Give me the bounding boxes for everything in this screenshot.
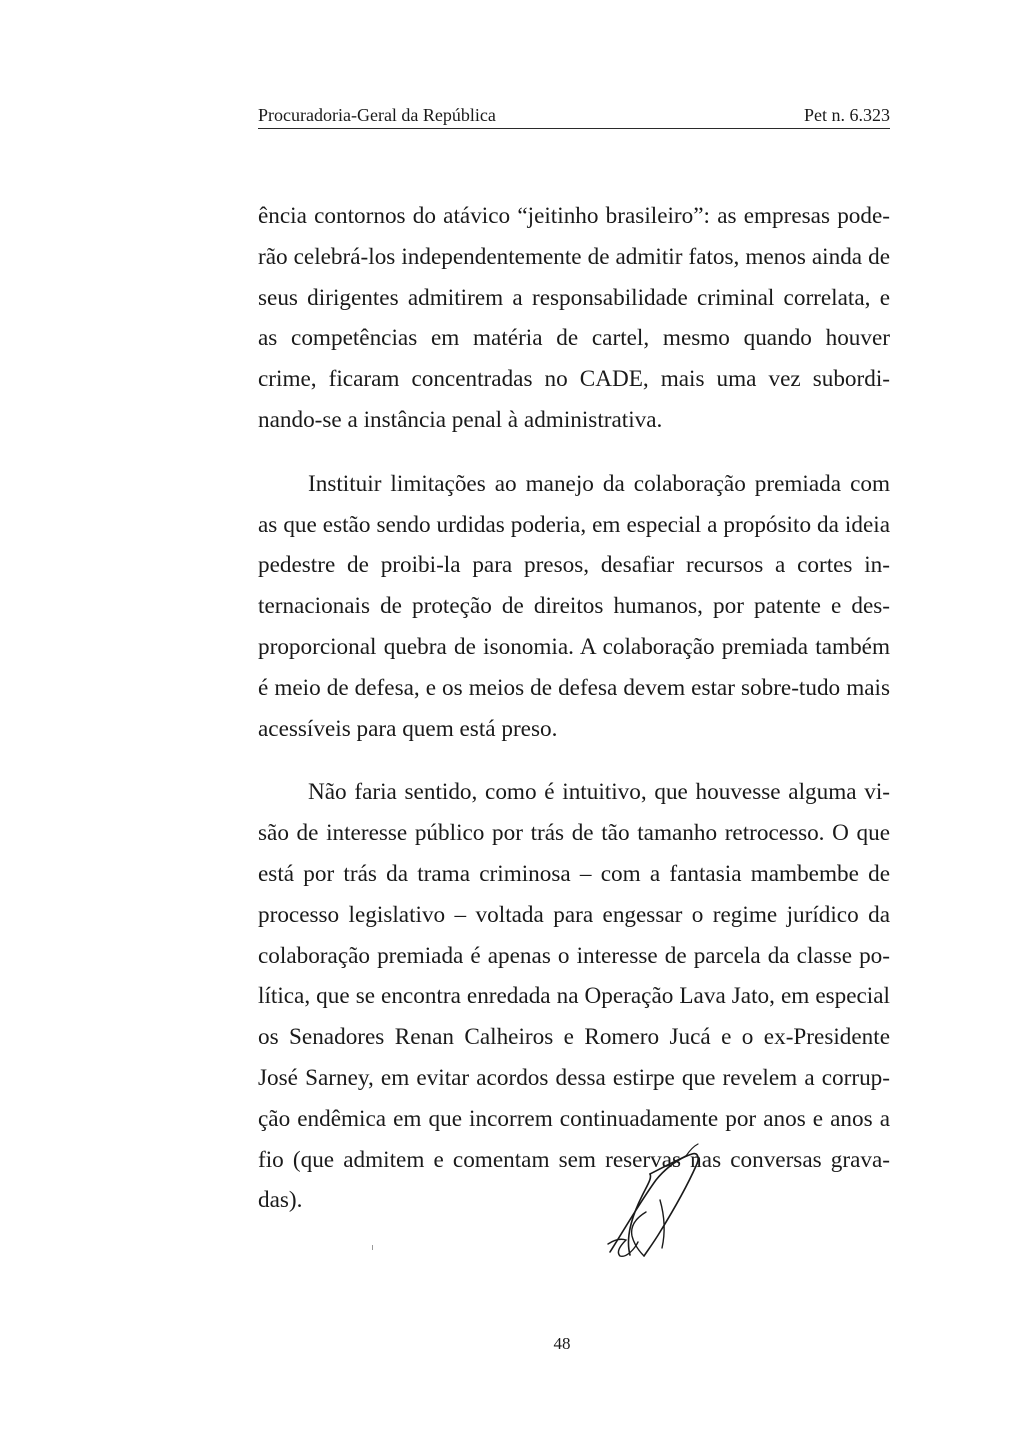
page-header <box>258 104 890 129</box>
body-text <box>258 196 890 1221</box>
paragraph-public-interest: Não faria sentido, como é intuitivo, que houvesse alguma vi-são de interesse público por trás de tão tamanho retrocesso. O que está por trás da trama criminosa – com a fantasia mambembe de processo legislativo – voltada para engessar o regime jurídico da colaboração premiada é apenas o interesse de parcela da classe po-lítica, que se encontra enredada na Operação Lava Jato, em especial os Senadores Renan Calheiros e Romero Jucá e o ex-Presidente José Sarney, em evitar acordos dessa estirpe que revelem a corrup-ção endêmica em que incorrem continuadamente por anos e anos a fio (que admitem e comentam sem reservas nas conversas grava-das). <box>258 779 890 1214</box>
handwritten-signature <box>590 1140 710 1270</box>
header-institution: Procuradoria-Geral da República <box>258 105 496 125</box>
header-case-reference: Pet n. 6.323 <box>803 105 890 125</box>
scan-artifact <box>372 1245 373 1250</box>
page-number: 48 <box>553 1334 571 1353</box>
paragraph-continuation: ência contornos do atávico “jeitinho brasileiro”: as empresas pode-rão celebrá-los independentemente de admitir fatos, menos ainda de seus dirigentes admitirem a responsabilidade criminal correlata, e as competências em matéria de cartel, mesmo quando houver crime, ficaram concentradas no CADE, mais uma vez subordi-nando-se a instância penal à administrativa. <box>258 203 890 433</box>
paragraph-collaboration-limits: Instituir limitações ao manejo da colaboração premiada com as que estão sendo urdidas poderia, em especial a propósito da ideia pedestre de proibi-la para presos, desafiar recursos a cortes in-ternacionais de proteção de direitos humanos, por patente e des-proporcional quebra de isonomia. A colaboração premiada também é meio de defesa, e os meios de defesa devem estar sobre-tudo mais acessíveis para quem está preso. <box>258 470 890 742</box>
